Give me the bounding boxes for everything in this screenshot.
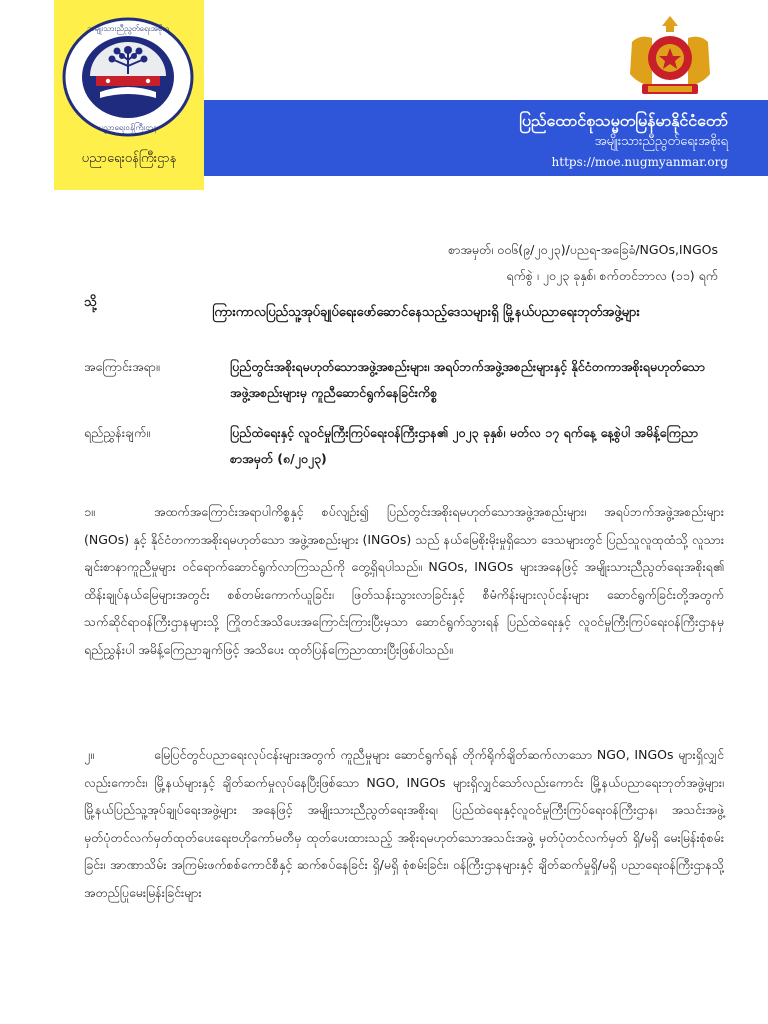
logo-bottom-text: ပညာရေးဝန်ကြီးဌာန	[98, 123, 158, 132]
website-link[interactable]: https://moe.nugmyanmar.org	[551, 155, 728, 169]
paragraph-text: အထက်အကြောင်းအရာပါကိစ္စနှင့် စပ်လျဉ်း၍ ပြည်တွင်းအစိုးရမဟုတ်သောအဖွဲ့အစည်းများ၊ အရပ်ဘက်အဖွဲ့အစည်းများ (NGOs) နှင့် နိုင်ငံတကာအစိုးရမဟုတ်သော အဖွဲ့အစည်းများ (INGOs) သည် နယ်မြေစိုးမိုးမှုရှိသော ဒေသများတွင် ပြည်သူလူထုထံသို့ လူသားချင်းစာနာကူညီမှုများ ဝင်ရောက်ဆောင်ရွက်လာကြသည်ကို တွေ့ရှိရပါသည်။ NGOs, INGOs များအနေဖြင့် အမျိုးသားညီညွတ်ရေးအစိုးရ၏ ထိန်းချုပ်နယ်မြေများအတွင်း စစ်တမ်းကောက်ယူခြင်း၊ ဖြတ်သန်းသွားလာခြင်းနှင့် စီမံကိန်းများလုပ်ငန်းများ ဆောင်ရွက်ခြင်းတို့အတွက် သက်ဆိုင်ရာဝန်ကြီးဌာနများသို့ ကြိုတင်အသိပေးအကြောင်းကြားပြီးမှသာ ဆောင်ရွက်သွားရန် ပြည်ထဲရေးနှင့် လူဝင်မှုကြီးကြပ်ရေးဝန်ကြီးဌာနမှ ရည်ညွှန်းပါ အမိန့်ကြေညာချက်ဖြင့် အသိပေး ထုတ်ပြန်ကြေညာထားပြီးဖြစ်ပါသည်။	[84, 504, 724, 657]
body-paragraph	[84, 741, 724, 906]
letter-date: ရက်စွဲ ၊ ၂ဝ၂၃ ခုနှစ်၊ စက်တင်ဘာလ (၁၁) ရက်	[506, 268, 718, 283]
government-name: ပြည်ထောင်စုသမ္မတမြန်မာနိုင်ငံတော်	[519, 111, 728, 130]
ministry-name: ပညာရေးဝန်ကြီးဌာန	[81, 151, 177, 166]
body-paragraph	[84, 498, 724, 663]
to-label: သို့	[84, 295, 97, 310]
paragraph-text: မြေပြင်တွင်ပညာရေးလုပ်ငန်းများအတွက် ကူညီမှုများ ဆောင်ရွက်ရန် တိုက်ရိုက်ချိတ်ဆက်လာသော NGO, INGOs များရှိလျှင်လည်းကောင်း၊ မြို့နယ်များနှင့် ချိတ်ဆက်မှုလုပ်နေပြီးဖြစ်သော NGO, INGOs များရှိလျှင်သော်လည်းကောင်း မြို့နယ်ပညာရေးဘုတ်အဖွဲ့များ၊ မြို့နယ်ပြည်သူ့အုပ်ချုပ်ရေးအဖွဲ့များ အနေဖြင့် အမျိုးသားညီညွတ်ရေးအစိုးရ၊ ပြည်ထဲရေးနှင့်လူဝင်မှုကြီးကြပ်ရေးဝန်ကြီးဌာန၊ အသင်းအဖွဲ့ မှတ်ပုံတင်လက်မှတ်ထုတ်ပေးရေးဗဟိုကော်မတီမှ ထုတ်ပေးထားသည့် အစိုးရမဟုတ်သောအသင်းအဖွဲ့ မှတ်ပုံတင်လက်မှတ် ရှိ/မရှိ မေးမြန်းစုံစမ်းခြင်း၊ အာဏာသိမ်း အကြမ်းဖက်စစ်ကောင်စီနှင့် ဆက်စပ်နေခြင်း ရှိ/မရှိ စုံစမ်းခြင်း၊ ဝန်ကြီးဌာနများနှင့် ချိတ်ဆက်မှုရှိ/မရှိ ပညာရေးဝန်ကြီးဌာနသို့ အတည်ပြုမေးမြန်းခြင်းများ	[84, 747, 724, 900]
ministry-logo-icon	[60, 16, 196, 138]
subject-label: အကြောင်းအရာ။	[84, 359, 160, 374]
paragraph-number: ၁။	[84, 504, 95, 519]
addressee: ကြားကာလပြည်သူ့အုပ်ချုပ်ရေးဖော်ဆောင်နေသည့်ဒေသများရှိ မြို့နယ်ပညာရေးဘုတ်အဖွဲ့များ	[212, 305, 640, 320]
reference-value: ပြည်ထဲရေးနှင့် လူဝင်မှုကြီးကြပ်ရေးဝန်ကြီးဌာန၏ ၂ဝ၂၃ ခုနှစ်၊ မတ်လ ၁၇ ရက်နေ့ နေ့စွဲပါ အမိန့်ကြေညာစာအမှတ် (၈/၂ဝ၂၃)	[230, 425, 699, 466]
reference-label: ရည်ညွှန်းချက်။	[84, 425, 151, 440]
letter-number: စာအမှတ်၊ ဝဝ၆(၉/၂ဝ၂၃)/ပညရ-အခြေခံ/NGOs,INGOs	[448, 242, 718, 257]
national-government-name: အမျိုးသားညီညွတ်ရေးအစိုးရ	[594, 134, 728, 149]
state-seal-icon	[622, 12, 718, 98]
paragraph-number: ၂။	[84, 747, 94, 762]
logo-top-text: အမျိုးသားညီညွတ်ရေးအစိုးရ	[86, 24, 170, 33]
subject-value: ပြည်တွင်းအစိုးရမဟုတ်သောအဖွဲ့အစည်းများ၊ အရပ်ဘက်အဖွဲ့အစည်းများနှင့် နိုင်ငံတကာအစိုးရမဟုတ်သော အဖွဲ့အစည်းများမှ ကူညီဆောင်ရွက်နေခြင်းကိစ္စ	[230, 359, 706, 400]
